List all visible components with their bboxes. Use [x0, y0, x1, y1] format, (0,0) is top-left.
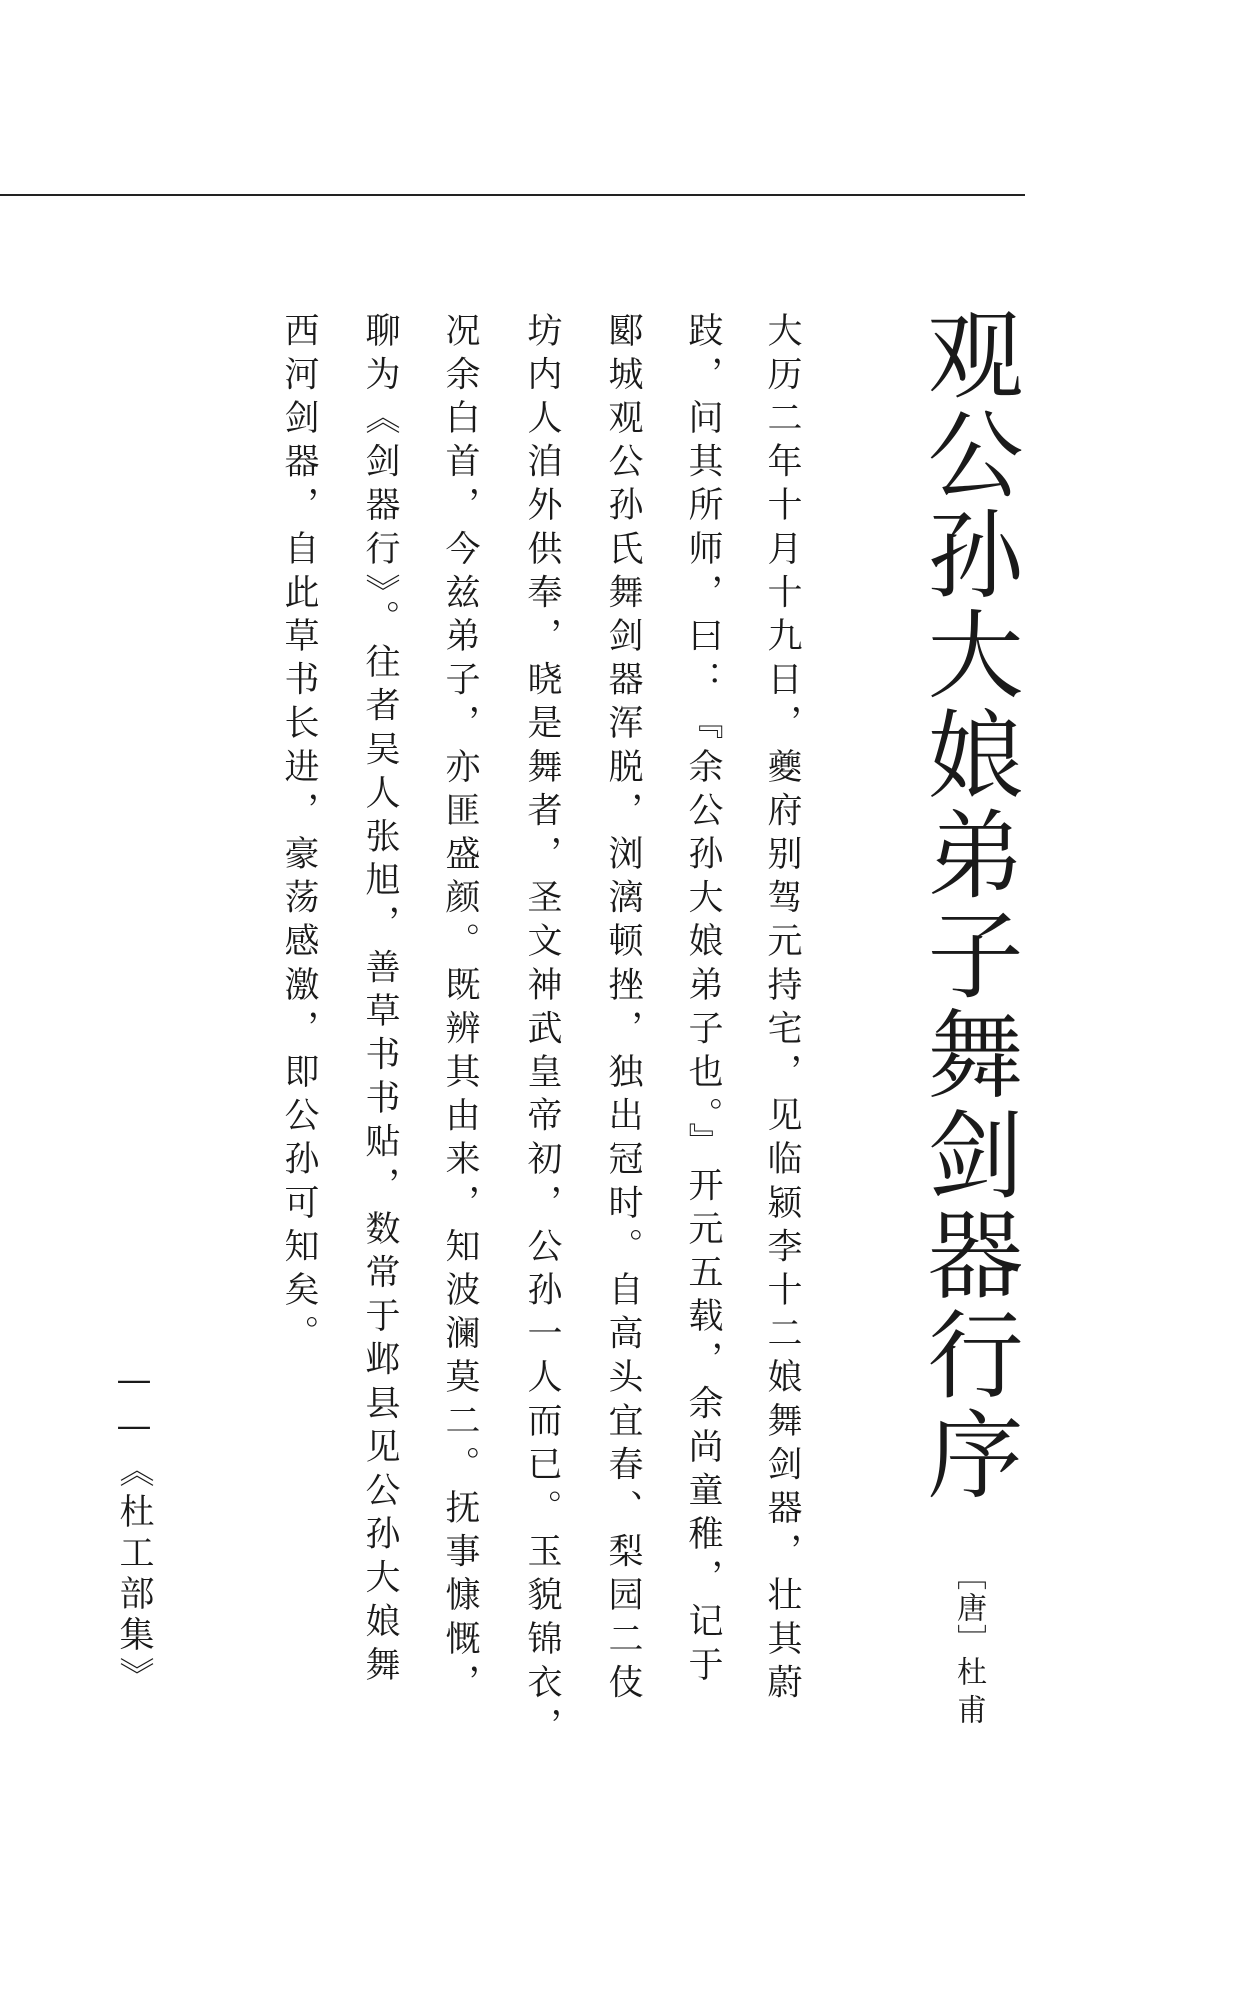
text-column: 跂，问其所师，曰：『余公孙大娘弟子也。』开元五载，余尚童稚，记于 [683, 312, 723, 1690]
top-rule [0, 194, 1025, 196]
text-column: 况余白首，今兹弟子，亦匪盛颜。既辨其由来，知波澜莫二。抚事慷慨， [440, 312, 480, 1708]
poem-title: 观公孙大娘弟子舞剑器行序 [912, 305, 1024, 1505]
text-column: 西河剑器，自此草书长进，豪荡感激，即公孙可知矣。 [279, 312, 319, 1359]
author-name: 杜甫 [951, 1656, 986, 1732]
text-column: 大历二年十月十九日，夔府别驾元持宅，见临颍李十二娘舞剑器，壮其蔚 [762, 312, 802, 1708]
dynasty-label: ［唐］ [951, 1560, 986, 1656]
source-citation: ——《杜工部集》 [114, 1360, 154, 1698]
text-column: 聊为《剑器行》。往者吴人张旭，善草书书贴，数常于邺县见公孙大娘舞 [360, 312, 400, 1690]
text-column: 坊内人洎外供奉，晓是舞者，圣文神武皇帝初，公孙一人而已。玉貌锦衣， [522, 312, 562, 1751]
text-column: 郾城观公孙氏舞剑器浑脱，浏漓顿挫，独出冠时。自高头宜春、梨园二伎 [603, 312, 643, 1708]
author-block [950, 1560, 986, 1732]
